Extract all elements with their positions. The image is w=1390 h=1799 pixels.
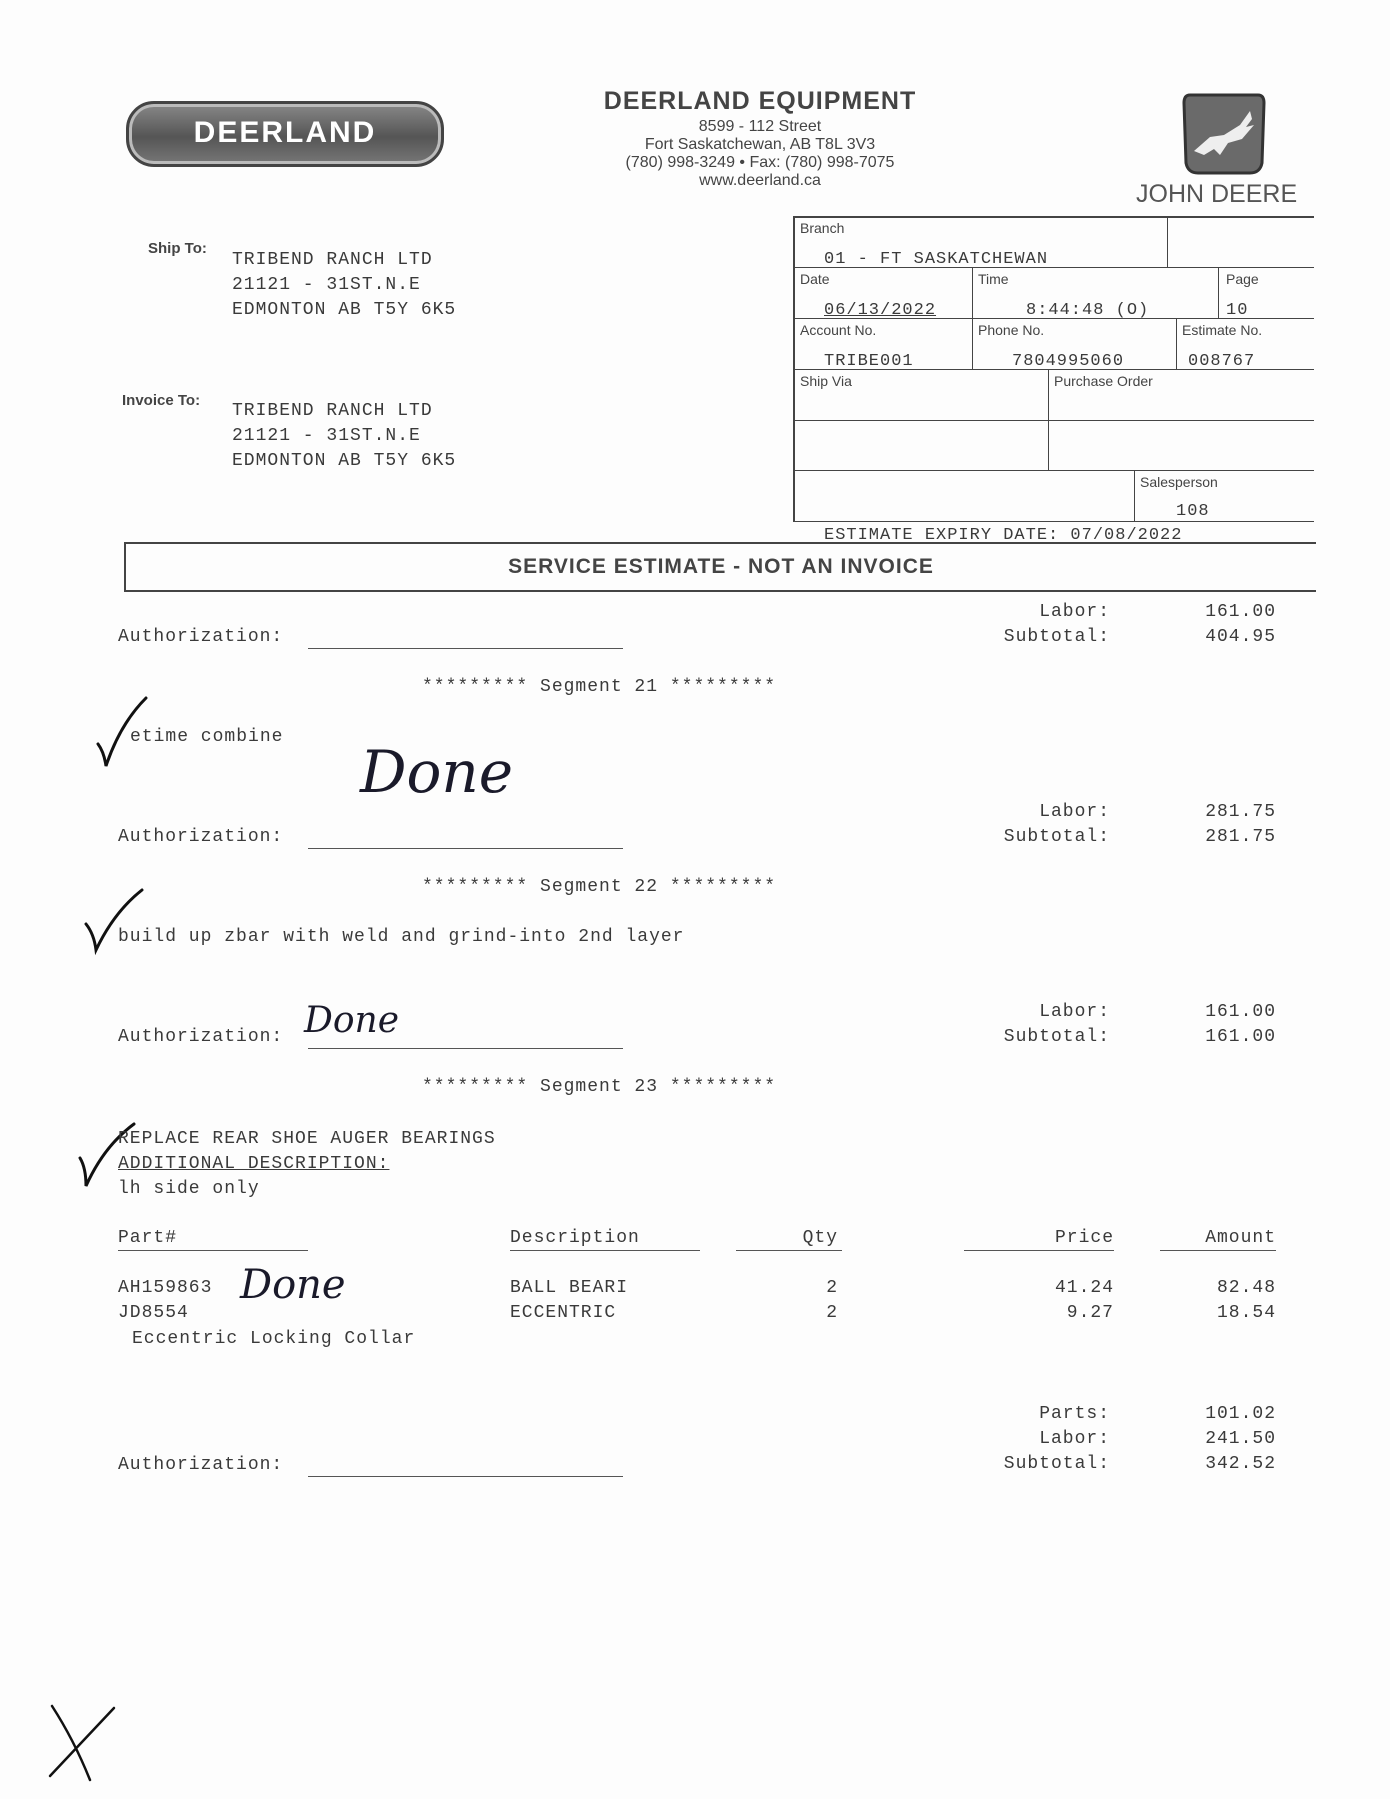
account-label: Account No. xyxy=(800,322,877,338)
part-number: AH159863 xyxy=(118,1278,213,1298)
date-value: 06/13/2022 xyxy=(824,301,937,320)
branch-label: Branch xyxy=(800,220,845,236)
authorization-label: Authorization: xyxy=(118,1455,284,1475)
labor-value: 161.00 xyxy=(1205,1002,1276,1022)
subtotal-value: 342.52 xyxy=(1205,1454,1276,1474)
ship-to-line1: TRIBEND RANCH LTD xyxy=(232,250,433,270)
parts-label: Parts: xyxy=(1039,1404,1110,1424)
invoice-to-label: Invoice To: xyxy=(122,392,201,409)
service-estimate-banner: SERVICE ESTIMATE - NOT AN INVOICE xyxy=(124,542,1316,592)
estimate-value: 008767 xyxy=(1188,352,1256,371)
company-address1: 8599 - 112 Street xyxy=(698,118,822,135)
subtotal-label: Subtotal: xyxy=(1003,1454,1110,1474)
segment-description: REPLACE REAR SHOE AUGER BEARINGS xyxy=(118,1129,496,1149)
part-amount: 82.48 xyxy=(1216,1278,1276,1298)
phone-label: Phone No. xyxy=(978,322,1045,338)
invoice-to-address xyxy=(232,399,456,474)
part-description: ECCENTRIC xyxy=(510,1303,617,1323)
part-price: 41.24 xyxy=(1054,1278,1114,1298)
company-name: DEERLAND EQUIPMENT xyxy=(603,87,917,115)
company-phone-fax: (780) 998-3249 • Fax: (780) 998-7075 xyxy=(625,154,895,171)
segment-description: etime combine xyxy=(130,727,284,747)
handwritten-note: Done xyxy=(240,1262,346,1308)
part-qty: 2 xyxy=(826,1278,838,1298)
company-website: www.deerland.ca xyxy=(699,172,821,189)
handwritten-note: Done xyxy=(360,738,514,806)
ship-via-label: Ship Via xyxy=(800,373,852,389)
company-address2: Fort Saskatchewan, AB T8L 3V3 xyxy=(644,136,876,153)
labor-label: Labor: xyxy=(1039,602,1110,622)
ship-to-line2: 21121 - 31ST.N.E xyxy=(232,275,421,295)
authorization-signature-line xyxy=(308,1476,623,1477)
segment-title: ********* Segment 22 ********* xyxy=(422,877,777,897)
company-header xyxy=(560,87,960,190)
account-value: TRIBE001 xyxy=(824,352,914,371)
parts-value: 101.02 xyxy=(1205,1404,1276,1424)
estimate-label: Estimate No. xyxy=(1182,322,1263,338)
column-header-description: Description xyxy=(510,1228,640,1248)
labor-value: 241.50 xyxy=(1205,1429,1276,1449)
column-header-qty: Qty xyxy=(802,1228,838,1248)
authorization-signature-line xyxy=(308,848,623,849)
invoice-to-line3: EDMONTON AB T5Y 6K5 xyxy=(232,451,457,471)
subtotal-value: 404.95 xyxy=(1205,627,1276,647)
salesperson-value: 108 xyxy=(1176,502,1210,521)
additional-description: lh side only xyxy=(118,1179,260,1199)
part-description: BALL BEARI xyxy=(510,1278,629,1298)
invoice-to-line1: TRIBEND RANCH LTD xyxy=(232,401,433,421)
labor-value: 161.00 xyxy=(1205,602,1276,622)
subtotal-label: Subtotal: xyxy=(1003,1027,1110,1047)
salesperson-label: Salesperson xyxy=(1140,474,1218,490)
column-header-price: Price xyxy=(1054,1228,1114,1248)
phone-value: 7804995060 xyxy=(1012,352,1125,371)
brand-name: JOHN DEERE xyxy=(1136,180,1298,208)
ship-to-address xyxy=(232,248,456,323)
labor-label: Labor: xyxy=(1039,802,1110,822)
branch-value: 01 - FT SASKATCHEWAN xyxy=(824,250,1049,269)
page-value: 10 xyxy=(1226,301,1249,320)
handwritten-x-mark xyxy=(44,1700,120,1782)
additional-description-label: ADDITIONAL DESCRIPTION: xyxy=(118,1154,390,1174)
segment-description: build up zbar with weld and grind-into 2nd layer xyxy=(118,927,685,947)
subtotal-label: Subtotal: xyxy=(1003,627,1110,647)
segment-title: ********* Segment 23 ********* xyxy=(422,1077,777,1097)
ship-to-line3: EDMONTON AB T5Y 6K5 xyxy=(232,300,457,320)
labor-value: 281.75 xyxy=(1205,802,1276,822)
purchase-order-label: Purchase Order xyxy=(1054,373,1153,389)
column-header-amount: Amount xyxy=(1205,1228,1276,1248)
part-qty: 2 xyxy=(826,1303,838,1323)
logo-text: DEERLAND xyxy=(193,116,377,149)
part-amount: 18.54 xyxy=(1216,1303,1276,1323)
invoice-to-line2: 21121 - 31ST.N.E xyxy=(232,426,421,446)
labor-label: Labor: xyxy=(1039,1429,1110,1449)
part-note: Eccentric Locking Collar xyxy=(132,1329,416,1349)
labor-label: Labor: xyxy=(1039,1002,1110,1022)
time-label: Time xyxy=(978,271,1009,287)
segment-title: ********* Segment 21 ********* xyxy=(422,677,777,697)
part-number: JD8554 xyxy=(118,1303,189,1323)
page-label: Page xyxy=(1226,271,1259,287)
time-value: 8:44:48 (O) xyxy=(1026,301,1150,320)
part-price: 9.27 xyxy=(1066,1303,1114,1323)
authorization-signature-line xyxy=(308,1048,623,1049)
ship-to-label: Ship To: xyxy=(148,240,207,257)
estimate-expiry-date: ESTIMATE EXPIRY DATE: 07/08/2022 xyxy=(824,526,1183,545)
subtotal-value: 161.00 xyxy=(1205,1027,1276,1047)
authorization-label: Authorization: xyxy=(118,827,284,847)
handwritten-note: Done xyxy=(304,1000,400,1041)
authorization-label: Authorization: xyxy=(118,627,284,647)
authorization-label: Authorization: xyxy=(118,1027,284,1047)
column-header-part: Part# xyxy=(118,1228,178,1248)
john-deere-deer-icon xyxy=(1180,89,1268,177)
date-label: Date xyxy=(800,271,830,287)
subtotal-label: Subtotal: xyxy=(1003,827,1110,847)
subtotal-value: 281.75 xyxy=(1205,827,1276,847)
authorization-signature-line xyxy=(308,648,623,649)
deerland-logo xyxy=(126,101,444,167)
